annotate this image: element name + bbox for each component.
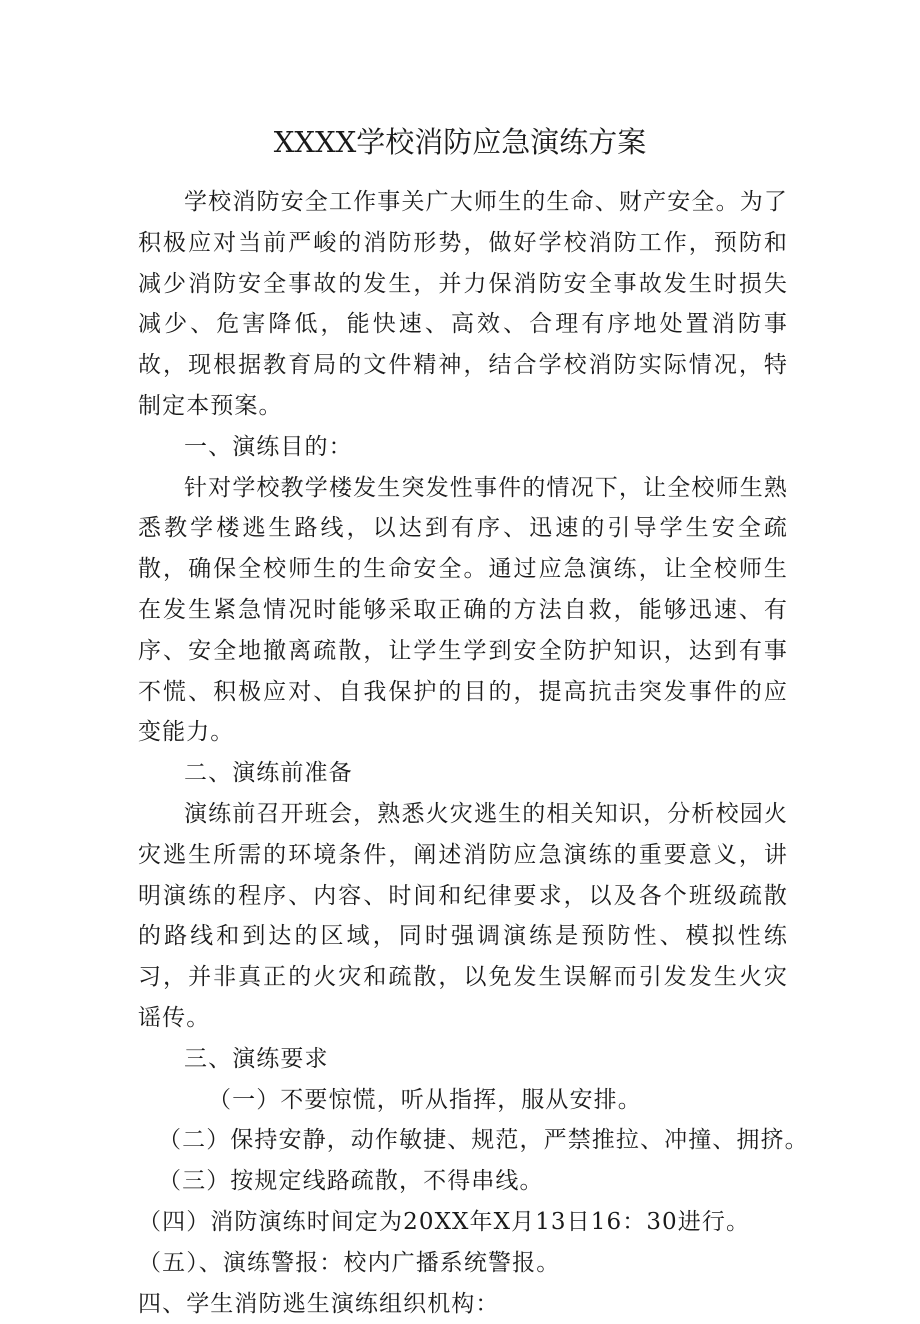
requirement-item: （二）保持安静，动作敏捷、规范，严禁推拉、冲撞、拥挤。 xyxy=(158,1127,809,1154)
requirement-item: （一）不要惊慌，听从指挥，服从安排。 xyxy=(208,1086,642,1113)
section-body-preparation: 演练前召开班会，熟悉火灾逃生的相关知识，分析校园火灾逃生所需的环境条件，阐述消防应急演练的重要意义，讲明演练的程序、内容、时间和纪律要求，以及各个班级疏散的路线和到达的区域，同时强调演练是预防性、模拟性练习，并非真正的火灾和疏散，以免发生误解而引发发生火灾谣传。 xyxy=(138,800,788,1031)
requirement-item: （四）消防演练时间定为20XX年X月13日16：30进行。 xyxy=(138,1208,751,1235)
document-title: XXXX学校消防应急演练方案 xyxy=(273,125,647,159)
section-heading-purpose: 一、演练目的： xyxy=(184,433,353,460)
requirement-item: （五）、演练警报：校内广播系统警报。 xyxy=(138,1249,561,1276)
section-heading-organization: 四、学生消防逃生演练组织机构： xyxy=(138,1290,500,1317)
document-body xyxy=(138,182,809,1324)
intro-paragraph: 学校消防安全工作事关广大师生的生命、财产安全。为了积极应对当前严峻的消防形势，做好学校消防工作，预防和减少消防安全事故的发生，并力保消防安全事故发生时损失减少、危害降低，能快速、高效、合理有序地处置消防事故，现根据教育局的文件精神，结合学校消防实际情况，特制定本预案。 xyxy=(138,189,788,419)
section-body-purpose: 针对学校教学楼发生突发性事件的情况下，让全校师生熟悉教学楼逃生路线，以达到有序、迅速的引导学生安全疏散，确保全校师生的生命安全。通过应急演练，让全校师生在发生紧急情况时能够采取正确的方法自救，能够迅速、有序、安全地撤离疏散，让学生学到安全防护知识，达到有事不慌、积极应对、自我保护的目的，提高抗击突发事件的应变能力。 xyxy=(138,474,788,746)
section-heading-preparation: 二、演练前准备 xyxy=(184,760,353,787)
requirement-item: （三）按规定线路疏散，不得串线。 xyxy=(158,1168,544,1195)
section-heading-requirements: 三、演练要求 xyxy=(184,1045,329,1072)
